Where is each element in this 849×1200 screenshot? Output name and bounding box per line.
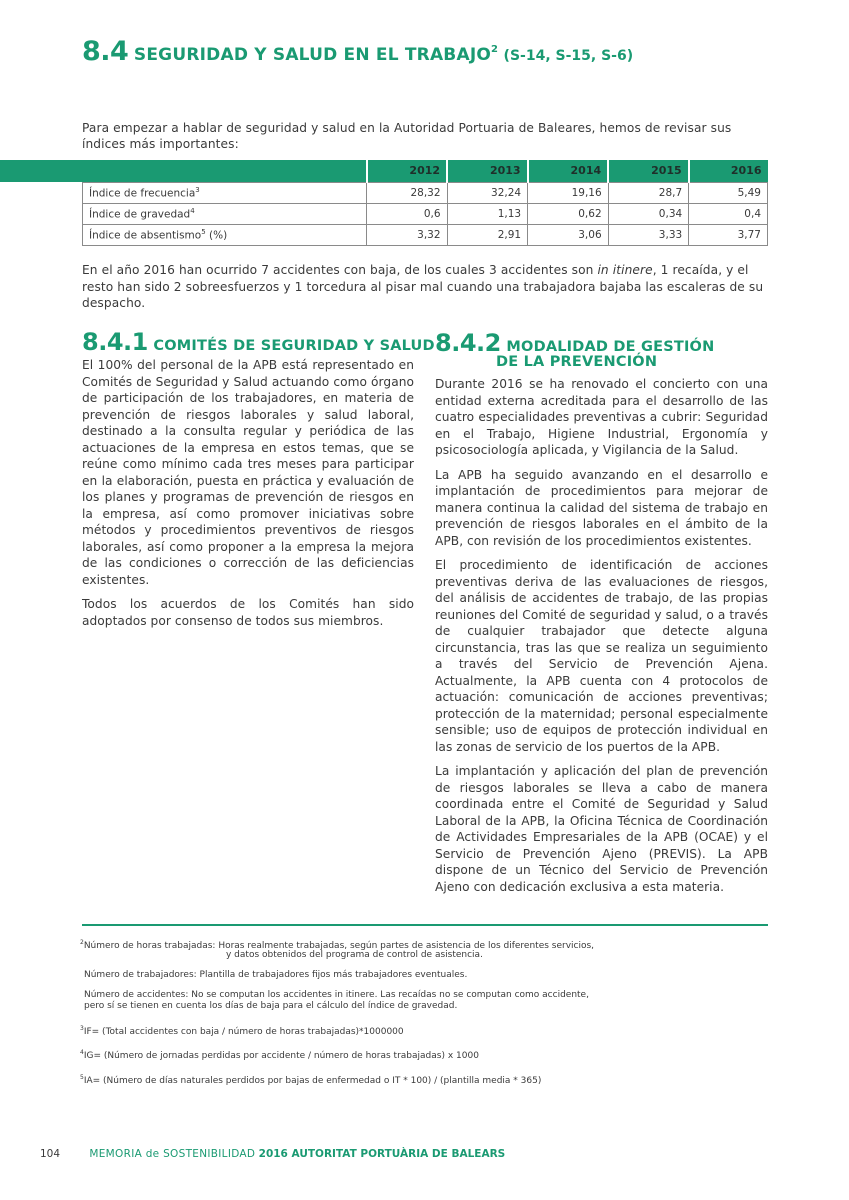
table-row (83, 182, 768, 203)
table-cell: 19,16 (528, 182, 609, 203)
table-row (83, 224, 768, 245)
row-label: Índice de gravedad$^4$ (83, 203, 367, 224)
row-label: Índice de absentismo$^5$ (%) (83, 224, 367, 245)
table-cell: 3,77 (689, 224, 768, 245)
paragraph: El procedimiento de identificación de acciones preventivas deriva de las evaluaciones de riesgos, del análisis de accidentes de trabajo, de las propias reuniones del Comité de seguridad y salud, o a través de cualquier trabajador que detecte alguna circunstancia, tras las que se realiza un seguimiento a través del Servicio de Prevención Ajena. Actualmente, la APB cuenta con 4 protocolos de actuación: comunicación de acciones preventivas; protección de la maternidad; personal especialmente sensible; uso de equipos de protección individual en las zonas de servicio de los puertos de la APB. (435, 558, 768, 754)
subsection-heading-841: 8.4.1 COMITÉS DE SEGURIDAD Y SALUD (82, 328, 435, 356)
indices-table (82, 160, 768, 246)
table-row (83, 203, 768, 224)
intro-paragraph: Para empezar a hablar de seguridad y salud en la Autoridad Portuaria de Baleares, hemos de revisar sus índices más importantes: (82, 121, 732, 151)
footnote-4: $^4$IG= (Número de jornadas perdidas por accidente / número de horas trabajadas) x 1000 (80, 1049, 479, 1061)
table-cell: 1,13 (447, 203, 528, 224)
section-codes: (S-14, S-15, S-6) (503, 48, 634, 64)
paragraph: Durante 2016 se ha renovado el concierto con una entidad externa acreditada para el desarrollo de las cuatro especialidades preventivas a cubrir: Seguridad en el Trabajo, Higiene Industrial, Ergonomía y psicosociología aplicada, y Vigilancia de la Salud. (435, 377, 768, 457)
year-header: 2014 (528, 160, 609, 182)
title-footnote-ref: 2 (491, 44, 498, 55)
table-cell: 2,91 (447, 224, 528, 245)
table-cell: 0,62 (528, 203, 609, 224)
footer-publication: 2016 AUTORITAT PORTUÀRIA DE BALEARS (258, 1148, 506, 1160)
paragraph: El 100% del personal de la APB está representado en Comités de Seguridad y Salud actuando como órgano de participación de los trabajadores, en materia de prevención de riesgos laborales y salud laboral, destinado a la consulta regular y periódica de las actuaciones de la empresa en estos temas, que se reúne como mínimo cada tres meses para participar en la elaboración, puesta en práctica y evaluación de los planes y programas de prevención de riesgos en la empresa, así como promover iniciativas sobre métodos y procedimientos preventivos de riesgos laborales, así como proponer a la empresa la mejora de las condiciones o corrección de las deficiencias existentes. (82, 358, 414, 587)
column-right (435, 376, 768, 903)
accidents-paragraph: En el año 2016 han ocurrido 7 accidentes con baja, de los cuales 3 accidentes son in itinere, 1 recaída, y el resto han sido 2 sobreesfuerzos y 1 torcedura al pisar mal cuando una trabajadora bajaba las escaleras de su despacho. (82, 263, 764, 310)
page-footer (40, 1148, 505, 1160)
section-number: 8.4 (82, 36, 129, 67)
footnote-2b: Número de trabajadores: Plantilla de trabajadores fijos más trabajadores eventuales. (84, 970, 468, 980)
table-cell: 28,32 (367, 182, 448, 203)
page-number: 104 (40, 1148, 61, 1160)
table-header-blank (83, 160, 367, 182)
footnote-divider (82, 924, 768, 926)
paragraph: La APB ha seguido avanzando en el desarrollo e implantación de procedimientos para mejorar de manera continua la calidad del sistema de trabajo en prevención de riesgos laborales en el ámbito de la APB, con revisión de los procedimientos existentes. (435, 467, 768, 548)
row-label: Índice de frecuencia$^3$ (83, 182, 367, 203)
table-cell: 0,34 (608, 203, 689, 224)
paragraph: La implantación y aplicación del plan de prevención de riesgos laborales se lleva a cabo de manera coordinada entre el Comité de Seguridad y Salud Laboral de la APB, la Oficina Técnica de Coordinación de Actividades Empresariales de la APB (OCAE) y el Servicio de Prevención Ajeno (PREVIS). La APB dispone de un Técnico del Servicio de Prevención Ajeno con dedicación exclusiva a esta materia. (435, 764, 768, 894)
table-cell: 0,6 (367, 203, 448, 224)
footer-memoria: MEMORIA de SOSTENIBILIDAD (89, 1148, 256, 1160)
page-title (82, 36, 633, 67)
subsection-heading-842: 8.4.2 MODALIDAD DE GESTIÓN (435, 329, 715, 357)
paragraph: Todos los acuerdos de los Comités han sido adoptados por consenso de todos sus miembros. (82, 597, 414, 628)
footnote-5: $^5$IA= (Número de días naturales perdidos por bajas de enfermedad o IT * 100) / (plantilla media * 365) (80, 1074, 542, 1086)
column-left (82, 357, 414, 637)
table-cell: 0,4 (689, 203, 768, 224)
footnote-2c-cont: pero sí se tienen en cuenta los días de baja para el cálculo del índice de gravedad. (84, 1001, 458, 1011)
table-cell: 32,24 (447, 182, 528, 203)
footnote-2c: Número de accidentes: No se computan los accidentes in itinere. Las recaídas no se computan como accidente, (84, 990, 589, 1000)
subsection-heading-842-line2: DE LA PREVENCIÓN (496, 354, 658, 370)
year-header: 2015 (608, 160, 689, 182)
footnote-2-cont: y datos obtenidos del programa de control de asistencia. (226, 950, 483, 960)
year-header: 2016 (689, 160, 768, 182)
table-cell: 5,49 (689, 182, 768, 203)
year-header: 2013 (447, 160, 528, 182)
footnote-3: $^3$IF= (Total accidentes con baja / número de horas trabajadas)*1000000 (80, 1025, 404, 1037)
table-cell: 3,32 (367, 224, 448, 245)
table-header-row (83, 160, 768, 182)
section-title: SEGURIDAD Y SALUD EN EL TRABAJO (133, 45, 491, 65)
table-cell: 3,33 (608, 224, 689, 245)
year-header: 2012 (367, 160, 448, 182)
footnote-2: $^2$Número de horas trabajadas: Horas realmente trabajadas, según partes de asistencia de los diferentes servicios, (80, 939, 595, 951)
table-cell: 3,06 (528, 224, 609, 245)
table-cell: 28,7 (608, 182, 689, 203)
